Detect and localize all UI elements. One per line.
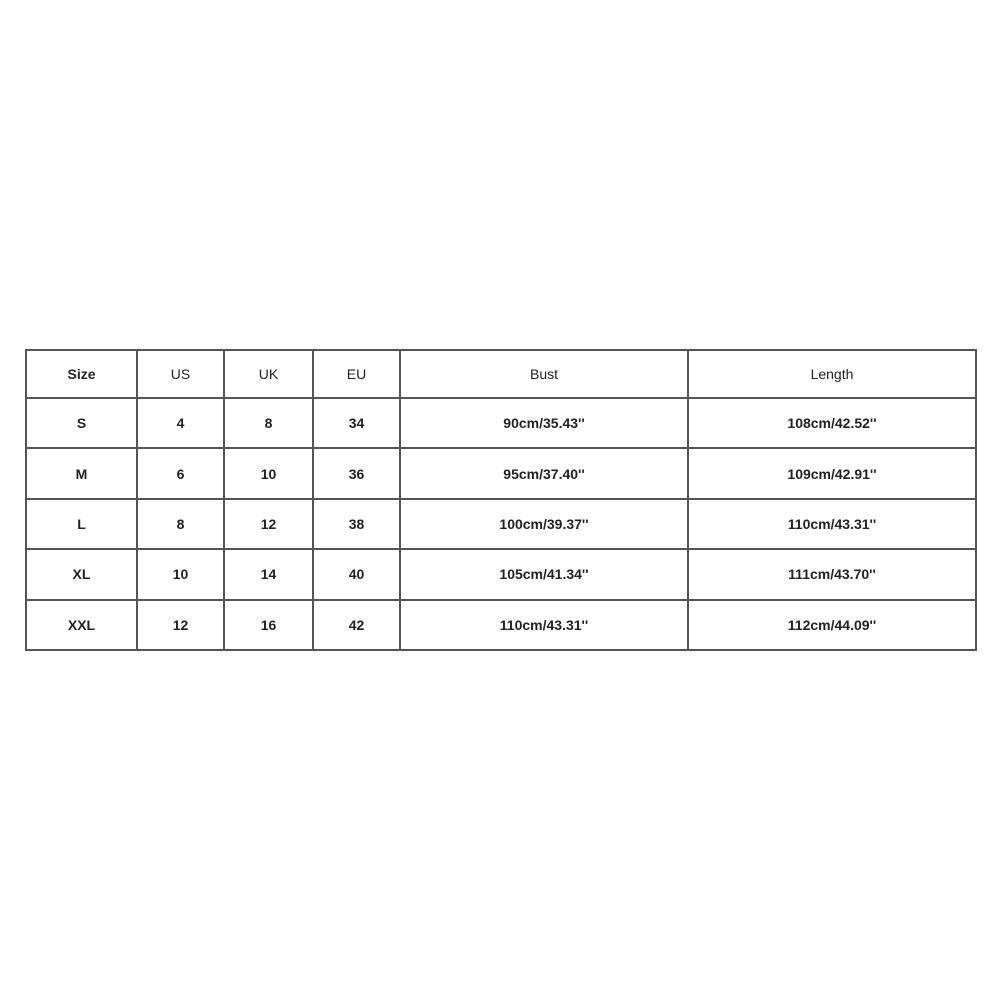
cell-us: 12 [137, 600, 224, 650]
header-length: Length [688, 350, 976, 398]
cell-uk: 16 [224, 600, 313, 650]
cell-uk: 12 [224, 499, 313, 549]
cell-bust: 110cm/43.31'' [400, 600, 688, 650]
cell-us: 10 [137, 549, 224, 599]
cell-us: 8 [137, 499, 224, 549]
cell-us: 4 [137, 398, 224, 448]
cell-bust: 90cm/35.43'' [400, 398, 688, 448]
cell-uk: 8 [224, 398, 313, 448]
size-chart-table [25, 349, 977, 651]
cell-size: L [26, 499, 137, 549]
table-row [26, 600, 976, 650]
cell-eu: 34 [313, 398, 400, 448]
cell-length: 111cm/43.70'' [688, 549, 976, 599]
cell-length: 109cm/42.91'' [688, 448, 976, 498]
header-uk: UK [224, 350, 313, 398]
cell-eu: 38 [313, 499, 400, 549]
cell-length: 110cm/43.31'' [688, 499, 976, 549]
cell-uk: 10 [224, 448, 313, 498]
header-eu: EU [313, 350, 400, 398]
cell-length: 108cm/42.52'' [688, 398, 976, 448]
cell-eu: 36 [313, 448, 400, 498]
cell-size: XXL [26, 600, 137, 650]
header-bust: Bust [400, 350, 688, 398]
table-row [26, 499, 976, 549]
table-row [26, 549, 976, 599]
cell-size: XL [26, 549, 137, 599]
cell-us: 6 [137, 448, 224, 498]
cell-eu: 40 [313, 549, 400, 599]
cell-bust: 105cm/41.34'' [400, 549, 688, 599]
header-size: Size [26, 350, 137, 398]
cell-uk: 14 [224, 549, 313, 599]
table-row [26, 398, 976, 448]
cell-bust: 95cm/37.40'' [400, 448, 688, 498]
cell-eu: 42 [313, 600, 400, 650]
cell-size: S [26, 398, 137, 448]
cell-size: M [26, 448, 137, 498]
cell-bust: 100cm/39.37'' [400, 499, 688, 549]
table-row [26, 448, 976, 498]
cell-length: 112cm/44.09'' [688, 600, 976, 650]
header-us: US [137, 350, 224, 398]
header-row [26, 350, 976, 398]
